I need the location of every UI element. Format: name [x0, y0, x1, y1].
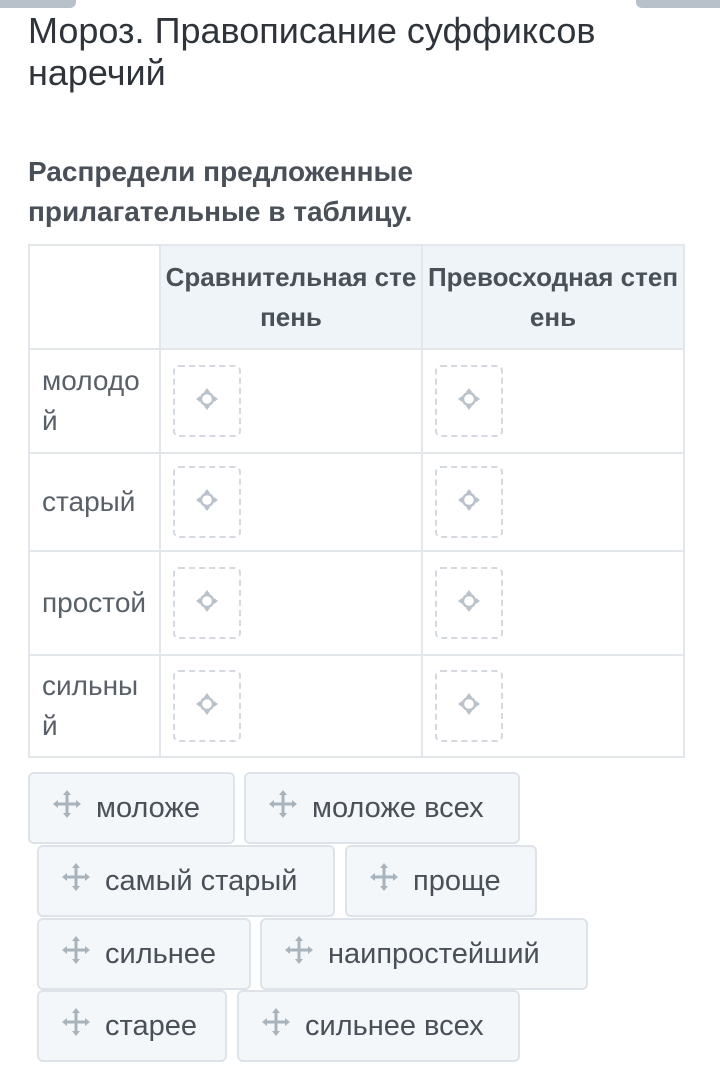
option-label: старее — [105, 1009, 197, 1042]
option-label: моложе всех — [312, 791, 484, 824]
option-chip[interactable] — [28, 772, 235, 844]
option-label: проще — [413, 864, 501, 897]
page-title: Мороз. Правописание суффиксов наречий — [28, 10, 596, 93]
option-chip[interactable] — [260, 918, 588, 990]
instruction-text: Распредели предложенные прилагательные в таблицу. — [28, 156, 414, 227]
option-label: сильнее — [105, 937, 217, 970]
row-label: сильный — [29, 655, 160, 757]
drag-icon — [284, 935, 328, 973]
drag-icon — [369, 862, 413, 900]
option-chip[interactable] — [37, 845, 335, 917]
drag-icon — [61, 862, 105, 900]
option-chip[interactable] — [345, 845, 537, 917]
drag-icon — [61, 1007, 105, 1045]
column-header-comparative: Сравнительная степень — [160, 245, 422, 349]
drag-icon — [261, 1007, 305, 1045]
option-label: сильнее всех — [305, 1009, 484, 1042]
row-label: молодой — [29, 349, 160, 453]
option-chip[interactable] — [244, 772, 520, 844]
row-label: простой — [29, 551, 160, 655]
row-label: старый — [29, 453, 160, 551]
column-header-superlative: Превосходная степень — [422, 245, 684, 349]
option-chip[interactable] — [37, 918, 251, 990]
option-chip[interactable] — [237, 990, 520, 1062]
option-chip[interactable] — [37, 990, 227, 1062]
drag-icon — [61, 935, 105, 973]
drag-icon — [52, 789, 96, 827]
option-label: моложе — [96, 791, 201, 824]
option-label: наипростейший — [328, 937, 540, 970]
option-label: самый старый — [105, 864, 298, 897]
drag-icon — [268, 789, 312, 827]
